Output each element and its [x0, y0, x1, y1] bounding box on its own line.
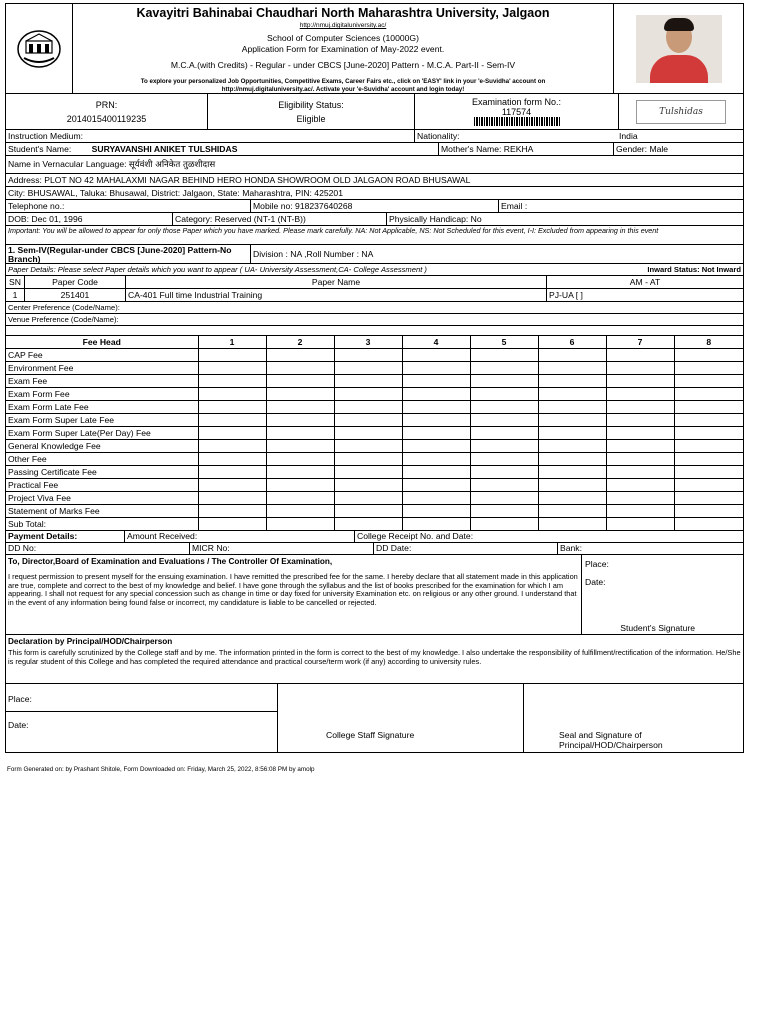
signature-row: [6, 684, 743, 752]
fee-amount-cell: [606, 466, 674, 479]
city-row: [6, 187, 743, 200]
fee-amount-cell: [198, 466, 266, 479]
fee-head-label: Exam Form Late Fee: [6, 401, 198, 414]
prn-cell: [6, 94, 208, 129]
student-declaration: [6, 555, 743, 635]
fee-column-5: 5: [470, 336, 538, 349]
paper-code: 251401: [25, 289, 126, 301]
fee-table-wrap: [6, 336, 743, 531]
fee-amount-cell: [606, 427, 674, 440]
principal-place: Place:: [8, 694, 32, 704]
paper-sn: 1: [6, 289, 25, 301]
fee-amount-cell: [198, 388, 266, 401]
fee-amount-cell: [334, 505, 402, 518]
category: Category: Reserved (NT-1 (NT-B)): [173, 213, 387, 225]
nationality-value: India: [619, 131, 638, 141]
fee-amount-cell: [606, 349, 674, 362]
fee-amount-cell: [606, 388, 674, 401]
fee-amount-cell: [402, 492, 470, 505]
seal-signature-cell: [524, 684, 743, 752]
fee-amount-cell: [674, 362, 743, 375]
fee-row: [6, 349, 743, 362]
form-title: Application Form for Examination of May-2022 event.: [241, 44, 445, 54]
contact-row: [6, 200, 743, 213]
fee-amount-cell: [538, 427, 606, 440]
fee-amount-cell: [334, 479, 402, 492]
fee-amount-cell: [334, 453, 402, 466]
eligibility-cell: [208, 94, 415, 129]
signature-cell: [619, 94, 743, 129]
fee-amount-cell: [470, 349, 538, 362]
dd-row: [6, 543, 743, 555]
fee-amount-cell: [538, 362, 606, 375]
fee-row: [6, 505, 743, 518]
fee-amount-cell: [470, 518, 538, 531]
student-place: Place:: [585, 559, 609, 569]
fee-amount-cell: [198, 505, 266, 518]
fee-amount-cell: [470, 479, 538, 492]
fee-amount-cell: [198, 401, 266, 414]
fee-amount-cell: [266, 440, 334, 453]
fee-amount-cell: [402, 388, 470, 401]
fee-column-6: 6: [538, 336, 606, 349]
principal-declaration-title: Declaration by Principal/HOD/Chairperson: [8, 637, 173, 646]
promo-line-2: http://nmuj.digitaluniversity.ac/. Activate your 'e-Suvidha' account and login today!: [221, 86, 465, 93]
fee-head-label: CAP Fee: [6, 349, 198, 362]
student-signature-image: Tulshidas: [636, 100, 726, 124]
fee-amount-cell: [606, 362, 674, 375]
fee-amount-cell: [334, 518, 402, 531]
paper-col-name: Paper Name: [126, 276, 547, 288]
fee-head-label: Practical Fee: [6, 479, 198, 492]
paper-row: [6, 289, 743, 302]
fee-head-label: Other Fee: [6, 453, 198, 466]
prn-row: [6, 94, 743, 130]
promo-text: [75, 78, 611, 93]
paper-table-header: [6, 276, 743, 289]
student-signature-label: Student's Signature: [620, 623, 695, 633]
fee-amount-cell: [334, 466, 402, 479]
staff-signature-cell: [278, 684, 524, 752]
fee-amount-cell: [266, 505, 334, 518]
fee-head-column: Fee Head: [6, 336, 198, 349]
fee-amount-cell: [334, 388, 402, 401]
fee-amount-cell: [334, 349, 402, 362]
center-preference: Center Preference (Code/Name):: [8, 303, 120, 312]
principal-declaration: [6, 635, 743, 684]
fee-amount-cell: [402, 518, 470, 531]
student-name: SURYAVANSHI ANIKET TULSHIDAS: [91, 144, 238, 154]
barcode: [474, 117, 560, 126]
fee-column-4: 4: [402, 336, 470, 349]
promo-line-1: To explore your personalized Job Opportunities, Competitive Exams, Career Fairs etc., click on 'EASY' link in your 'e-Suvidha' account on: [140, 78, 546, 85]
fee-amount-cell: [470, 505, 538, 518]
city-details: City: BHUSAWAL, Taluka: Bhusawal, District: Jalgaon, State: Maharashtra, PIN: 425201: [8, 188, 343, 198]
school-name: School of Computer Sciences (10000G): [267, 33, 419, 43]
college-receipt: College Receipt No. and Date:: [357, 531, 474, 541]
fee-amount-cell: [198, 427, 266, 440]
fee-amount-cell: [402, 505, 470, 518]
fee-amount-cell: [606, 414, 674, 427]
fee-amount-cell: [266, 375, 334, 388]
dob: DOB: Dec 01, 1996: [6, 213, 173, 225]
fee-head-label: Statement of Marks Fee: [6, 505, 198, 518]
fee-amount-cell: [470, 362, 538, 375]
fee-amount-cell: [266, 479, 334, 492]
address-row: [6, 174, 743, 187]
fee-amount-cell: [334, 414, 402, 427]
exam-application-form: [5, 3, 744, 753]
important-notice: Important: You will be allowed to appear for only those Paper which you have marked. Please mark carefully. NA: Not Applicable, NS: Not Scheduled for this event, I-I: Excluded from appearing in this event: [8, 226, 659, 235]
notice-row: [6, 226, 743, 245]
fee-amount-cell: [402, 427, 470, 440]
vernacular-cell: [6, 156, 217, 173]
prn-label: PRN:: [95, 99, 118, 110]
fee-row: [6, 492, 743, 505]
fee-amount-cell: [266, 349, 334, 362]
form-footer: Form Generated on: by Prashant Shitole, Form Downloaded on: Friday, March 25, 2022, 8:56:08 PM by amolp: [7, 766, 315, 773]
fee-table: [6, 336, 743, 531]
student-date: Date:: [585, 577, 606, 587]
fee-amount-cell: [266, 427, 334, 440]
principal-declaration-text: This form is carefully scrutinized by the College staff and by me. The information printed in the form is correct to the best of my knowledge. I also undertake the responsibility of fulfillment/rectification of the information. He/She is regular student of this College and has completed the required attendance and practical course/term work (if any) according to university rules.: [8, 648, 741, 666]
fee-head-label: Exam Form Super Late(Per Day) Fee: [6, 427, 198, 440]
fee-amount-cell: [470, 414, 538, 427]
fee-row: [6, 362, 743, 375]
student-photo: [636, 15, 722, 83]
fee-row: [6, 453, 743, 466]
fee-amount-cell: [538, 375, 606, 388]
fee-amount-cell: [538, 349, 606, 362]
fee-amount-cell: [674, 375, 743, 388]
fee-amount-cell: [606, 479, 674, 492]
fee-amount-cell: [198, 414, 266, 427]
fee-header-row: [6, 336, 743, 349]
fee-amount-cell: [470, 388, 538, 401]
university-logo: [6, 4, 73, 93]
course-line: M.C.A.(with Credits) - Regular - under CBCS [June-2020] Pattern - M.C.A. Part-II - Sem-IV: [170, 60, 516, 70]
fee-amount-cell: [402, 453, 470, 466]
fee-amount-cell: [538, 453, 606, 466]
eligibility-value: Eligible: [296, 113, 326, 124]
fee-amount-cell: [606, 505, 674, 518]
student-declaration-text-cell: [6, 555, 582, 634]
university-url[interactable]: http://nmuj.digitaluniversity.ac/: [299, 22, 387, 29]
header-text: [73, 4, 614, 93]
declaration-text: I request permission to present myself for the ensuing examination. I have remitted the prescribed fee for the same. I hereby declare that all statement made in this application are true, complete and correct to the best of my knowledge and belief. I have gone through the syllabus and the list of books prescribed for the examination for which I am appearing. I shall not request for any special concession such as change in time or day fixed for university Examination etc. on religious or any other ground. I understand that in the event of any information being found false or incorrect, my candidature is liable to be cancelled or rejected.: [8, 572, 578, 607]
fee-amount-cell: [198, 440, 266, 453]
fee-amount-cell: [266, 414, 334, 427]
amount-received: Amount Received:: [125, 531, 355, 542]
spacer-row: [6, 326, 743, 336]
fee-head-label: Sub Total:: [6, 518, 198, 531]
fee-amount-cell: [674, 401, 743, 414]
fee-amount-cell: [606, 375, 674, 388]
fee-amount-cell: [674, 440, 743, 453]
student-name-label: Student's Name:: [8, 144, 72, 154]
fee-amount-cell: [470, 492, 538, 505]
dob-row: [6, 213, 743, 226]
fee-row: [6, 518, 743, 531]
fee-amount-cell: [538, 440, 606, 453]
fee-amount-cell: [198, 375, 266, 388]
fee-amount-cell: [402, 414, 470, 427]
fee-row: [6, 466, 743, 479]
fee-amount-cell: [674, 427, 743, 440]
dd-date: DD Date:: [374, 543, 558, 554]
paper-name: CA-401 Full time Industrial Training: [126, 289, 547, 301]
fee-column-3: 3: [334, 336, 402, 349]
mother-name: Mother's Name: REKHA: [439, 143, 614, 155]
exam-form-number: 117574: [501, 107, 532, 117]
fee-amount-cell: [470, 427, 538, 440]
fee-row: [6, 440, 743, 453]
bank: Bank:: [560, 543, 582, 553]
fee-amount-cell: [538, 479, 606, 492]
fee-amount-cell: [674, 349, 743, 362]
inward-status: Inward Status: Not Inward: [647, 265, 741, 274]
fee-row: [6, 479, 743, 492]
fee-amount-cell: [538, 518, 606, 531]
fee-amount-cell: [334, 401, 402, 414]
fee-amount-cell: [470, 440, 538, 453]
fee-amount-cell: [402, 349, 470, 362]
fee-amount-cell: [402, 466, 470, 479]
fee-amount-cell: [538, 466, 606, 479]
fee-amount-cell: [198, 362, 266, 375]
photo-shirt: [650, 55, 708, 83]
fee-head-label: Project Viva Fee: [6, 492, 198, 505]
fee-table-body: [6, 349, 743, 531]
fee-amount-cell: [606, 401, 674, 414]
fee-amount-cell: [334, 492, 402, 505]
fee-column-8: 8: [674, 336, 743, 349]
student-sign-cell: [582, 555, 743, 634]
fee-head-label: Environment Fee: [6, 362, 198, 375]
fee-amount-cell: [470, 466, 538, 479]
fee-amount-cell: [538, 492, 606, 505]
fee-amount-cell: [674, 505, 743, 518]
exam-form-label: Examination form No.:: [471, 97, 562, 107]
university-emblem-icon: [16, 28, 62, 70]
vernacular-row: [6, 156, 743, 174]
fee-table-header: [6, 336, 743, 349]
student-name-cell: [6, 143, 439, 155]
fee-amount-cell: [402, 375, 470, 388]
sem-row: [6, 245, 743, 264]
fee-head-label: Passing Certificate Fee: [6, 466, 198, 479]
principal-date: Date:: [8, 720, 29, 730]
photo-hair: [664, 18, 694, 31]
eligibility-label: Eligibility Status:: [278, 99, 344, 110]
college-staff-signature: College Staff Signature: [326, 730, 415, 740]
fee-amount-cell: [198, 349, 266, 362]
instruction-row: [6, 130, 743, 143]
fee-amount-cell: [606, 518, 674, 531]
instruction-medium: Instruction Medium:: [6, 130, 415, 142]
email: Email :: [501, 201, 528, 211]
fee-column-7: 7: [606, 336, 674, 349]
fee-amount-cell: [402, 440, 470, 453]
fee-amount-cell: [470, 375, 538, 388]
dd-number: DD No:: [6, 543, 190, 554]
center-pref-row: [6, 302, 743, 314]
fee-amount-cell: [266, 388, 334, 401]
fee-amount-cell: [334, 362, 402, 375]
fee-amount-cell: [402, 362, 470, 375]
vernacular-label: Name in Vernacular Language:: [8, 159, 127, 169]
fee-amount-cell: [198, 492, 266, 505]
exam-form-cell: [415, 94, 619, 129]
fee-amount-cell: [538, 401, 606, 414]
student-name-row: [6, 143, 743, 156]
place-divider: [6, 711, 277, 712]
venue-pref-row: [6, 314, 743, 326]
payment-details-label: Payment Details:: [6, 531, 125, 542]
fee-amount-cell: [334, 427, 402, 440]
fee-amount-cell: [538, 414, 606, 427]
gender: Gender: Male: [616, 144, 669, 154]
paper-col-amat: AM - AT: [629, 277, 661, 287]
fee-row: [6, 427, 743, 440]
fee-amount-cell: [266, 492, 334, 505]
fee-amount-cell: [674, 492, 743, 505]
fee-amount-cell: [674, 466, 743, 479]
telephone: Telephone no.:: [6, 200, 251, 212]
fee-amount-cell: [674, 518, 743, 531]
fee-amount-cell: [606, 440, 674, 453]
fee-head-label: General Knowledge Fee: [6, 440, 198, 453]
fee-amount-cell: [198, 518, 266, 531]
fee-head-label: Exam Form Super Late Fee: [6, 414, 198, 427]
paper-amat-checkbox[interactable]: PJ-UA [ ]: [549, 290, 583, 300]
division-roll: Division : NA ,Roll Number : NA: [253, 249, 374, 259]
fee-amount-cell: [674, 388, 743, 401]
principal-place-date-cell: [6, 684, 278, 752]
fee-amount-cell: [606, 453, 674, 466]
declaration-title: To, Director,Board of Examination and Evaluations / The Controller Of Examination,: [8, 557, 333, 566]
fee-amount-cell: [606, 492, 674, 505]
fee-row: [6, 401, 743, 414]
fee-amount-cell: [674, 453, 743, 466]
fee-amount-cell: [266, 466, 334, 479]
fee-column-2: 2: [266, 336, 334, 349]
fee-amount-cell: [538, 388, 606, 401]
fee-amount-cell: [334, 375, 402, 388]
physically-handicap: Physically Handicap: No: [389, 214, 482, 224]
paper-col-code: Paper Code: [25, 276, 126, 288]
fee-amount-cell: [198, 479, 266, 492]
fee-amount-cell: [198, 453, 266, 466]
paper-details: Paper Details: Please select Paper details which you want to appear ( UA- University Assessment,CA- College Assessment ): [8, 265, 427, 274]
seal-signature-label: Seal and Signature of Principal/HOD/Chairperson: [559, 730, 663, 750]
university-name: Kavayitri Bahinabai Chaudhari North Maharashtra University, Jalgaon: [136, 6, 550, 20]
fee-amount-cell: [674, 479, 743, 492]
nationality-label: Nationality:: [417, 131, 460, 141]
vernacular-name: सूर्यवंशी अनिकेत तुळशीदास: [128, 160, 216, 170]
paper-col-sn: SN: [6, 276, 25, 288]
fee-amount-cell: [266, 453, 334, 466]
prn-value: 2014015400119235: [66, 113, 147, 124]
fee-column-1: 1: [198, 336, 266, 349]
fee-amount-cell: [538, 505, 606, 518]
fee-amount-cell: [470, 453, 538, 466]
fee-amount-cell: [266, 518, 334, 531]
fee-head-label: Exam Form Fee: [6, 388, 198, 401]
fee-amount-cell: [266, 362, 334, 375]
sem-title: 1. Sem-IV(Regular-under CBCS [June-2020] Pattern-No Branch): [6, 245, 251, 263]
fee-amount-cell: [402, 479, 470, 492]
fee-row: [6, 375, 743, 388]
fee-row: [6, 414, 743, 427]
payment-row: [6, 531, 743, 543]
fee-amount-cell: [266, 401, 334, 414]
mobile: Mobile no: 918237640268: [251, 200, 499, 212]
address: Address: PLOT NO 42 MAHALAXMI NAGAR BEHIND HERO HONDA SHOWROOM OLD JALGAON ROAD BHUSAWAL: [8, 175, 471, 185]
fee-amount-cell: [470, 401, 538, 414]
student-photo-cell: [614, 4, 743, 93]
fee-amount-cell: [334, 440, 402, 453]
paper-details-row: [6, 264, 743, 276]
micr-number: MICR No:: [190, 543, 374, 554]
fee-amount-cell: [674, 414, 743, 427]
fee-head-label: Exam Fee: [6, 375, 198, 388]
venue-preference: Venue Preference (Code/Name):: [8, 315, 119, 324]
form-header: [6, 4, 743, 94]
fee-row: [6, 388, 743, 401]
fee-amount-cell: [402, 401, 470, 414]
